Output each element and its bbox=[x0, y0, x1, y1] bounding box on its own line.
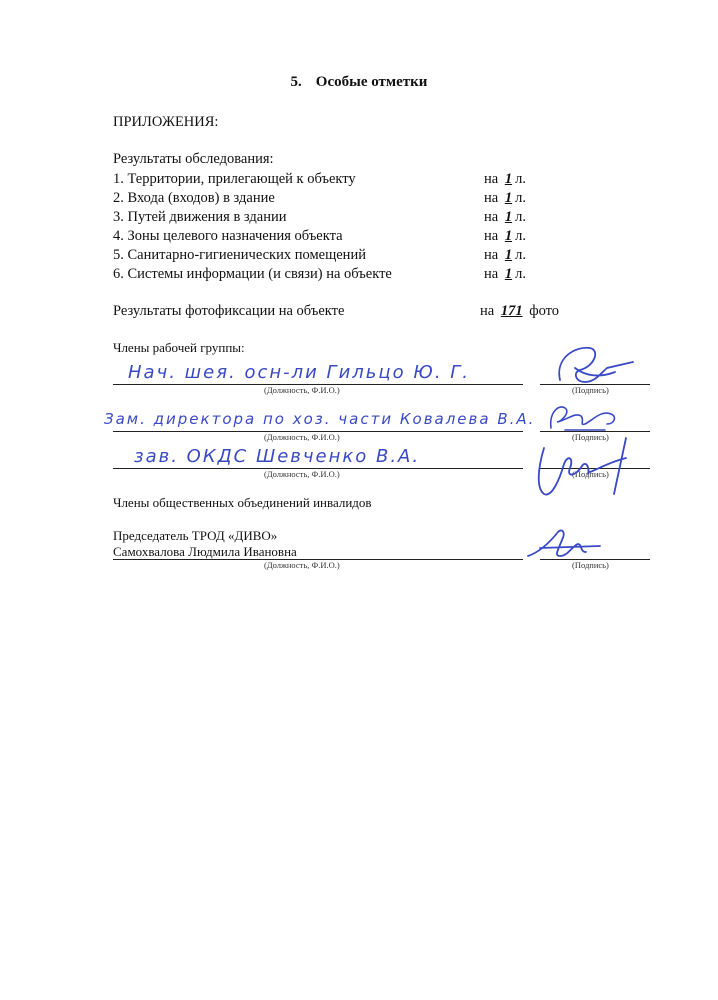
chair-name: Самохвалова Людмила Ивановна bbox=[113, 544, 297, 559]
member-handwritten-position: зав. ОКДС Шевченко В.А. bbox=[134, 446, 421, 467]
member-handwritten-position: Зам. директора по хоз. части Ковалева В.А. bbox=[104, 410, 536, 428]
survey-item-text: 4. Зоны целевого назначения объекта bbox=[113, 228, 343, 244]
signature-1 bbox=[545, 338, 635, 388]
chair-position: Председатель ТРОД «ДИВО» bbox=[113, 528, 278, 543]
survey-results-label: Результаты обследования: bbox=[113, 151, 274, 167]
survey-item-count: на 1 л. bbox=[484, 266, 526, 282]
position-caption: (Должность, Ф.И.О.) bbox=[264, 469, 340, 479]
position-caption: (Должность, Ф.И.О.) bbox=[264, 560, 340, 570]
survey-item-count: на 1 л. bbox=[484, 247, 526, 263]
survey-item-text: 2. Входа (входов) в здание bbox=[113, 190, 275, 206]
survey-item-text: 1. Территории, прилегающей к объекту bbox=[113, 171, 356, 187]
member-handwritten-position: Нач. шея. осн-ли Гильцо Ю. Г. bbox=[128, 362, 471, 383]
position-caption: (Должность, Ф.И.О.) bbox=[264, 432, 340, 442]
section-heading bbox=[0, 74, 718, 91]
survey-item-count: на 1 л. bbox=[484, 209, 526, 225]
survey-item-count: на 1 л. bbox=[484, 228, 526, 244]
working-group-label: Члены рабочей группы: bbox=[113, 340, 245, 355]
signature-caption: (Подпись) bbox=[572, 432, 609, 442]
survey-item-text: 3. Путей движения в здании bbox=[113, 209, 287, 225]
survey-item-text: 5. Санитарно-гигиенических помещений bbox=[113, 247, 366, 263]
signature-4 bbox=[520, 522, 610, 564]
section-title: Особые отметки bbox=[315, 74, 428, 90]
position-caption: (Должность, Ф.И.О.) bbox=[264, 385, 340, 395]
survey-item-count: на 1 л. bbox=[484, 190, 526, 206]
appendix-heading: ПРИЛОЖЕНИЯ: bbox=[113, 114, 219, 130]
photo-results-count: на 171 фото bbox=[480, 303, 560, 319]
signature-caption: (Подпись) bbox=[572, 385, 609, 395]
signature-3 bbox=[530, 428, 640, 500]
public-orgs-label: Члены общественных объединений инвалидов bbox=[113, 495, 372, 510]
survey-item-count: на 1 л. bbox=[484, 171, 526, 187]
photo-results-text: Результаты фотофиксации на объекте bbox=[113, 303, 345, 319]
survey-item-text: 6. Системы информации (и связи) на объекте bbox=[113, 266, 392, 282]
signature-caption: (Подпись) bbox=[572, 560, 609, 570]
signature-caption: (Подпись) bbox=[572, 469, 609, 479]
section-number: 5. bbox=[290, 74, 302, 90]
